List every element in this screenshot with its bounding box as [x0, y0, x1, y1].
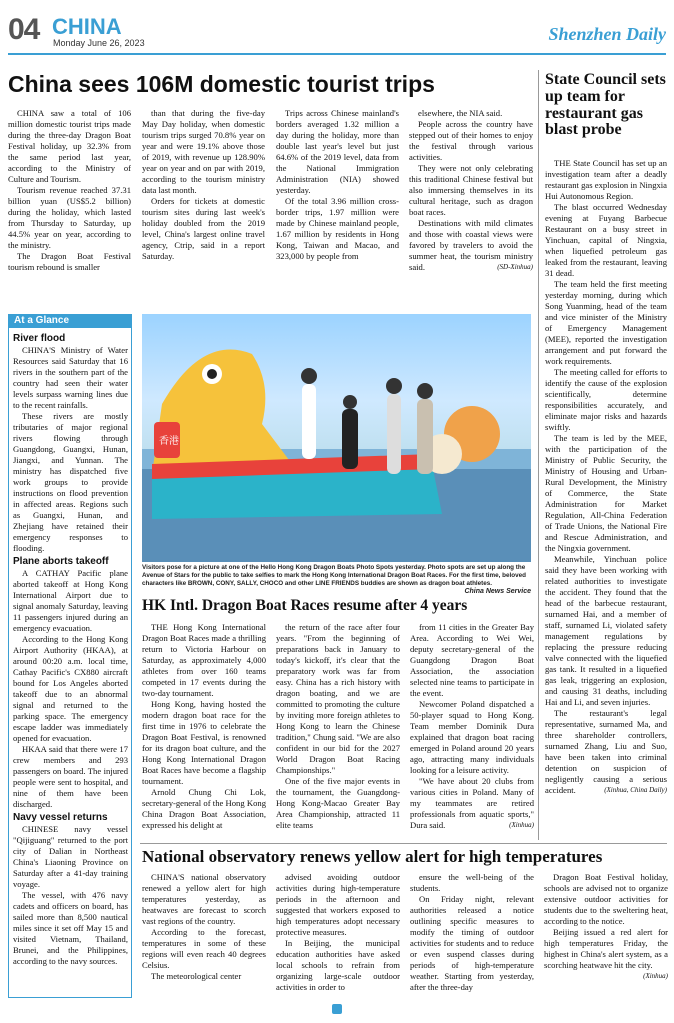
paragraph: In Beijing, the municipal education authorities have asked local schools to refrain from organizing large-scale outdoor activities in order to — [276, 938, 400, 992]
heat-headline: National observatory renews yellow alert for high temperatures — [142, 847, 603, 866]
photo-credit: China News Service — [464, 588, 531, 595]
section-name: CHINA — [52, 14, 122, 39]
paragraph: advised avoiding outdoor activities during high-temperature periods in the afternoon and suggested that workers exposed to high temperatures adopt necessary protective measures. — [276, 872, 400, 937]
main-col-2 — [142, 108, 265, 308]
story-credit: (Xinhua) — [509, 821, 534, 829]
heat-col-4 — [544, 872, 668, 998]
paragraph: Arnold Chung Chi Lok, secretary-general of the Hong Kong China Dragon Boat Association, expressed his delight at — [142, 787, 266, 830]
races-col-2 — [276, 622, 400, 840]
paragraph: The blast occurred Wednesday evening at Fuyang Barbecue Restaurant on a busy street in Yinchuan, capital of Ningxia, when liquefied petroleum gas leaked from the restaurant, leaving 31 dead. — [545, 202, 667, 278]
paragraph: The team held the first meeting yesterday morning, during which Song Yuanming, head of the team and vice minister of the Ministry of Emergency Management (MEE), reported the investigation arrangement and put forward the work requirements. — [545, 279, 667, 366]
paragraph: The team is led by the MEE, with the participation of the Ministry of Public Security, the Ministry of Housing and Urban-Rural Development, the Ministry of Commerce, the State Administration for Market Regulation, All-China Federation of Trade Unions, the National Fire and Rescue Administration, and the Ningxia government. — [545, 433, 667, 553]
paragraph: Dragon Boat Festival holiday, schools are advised not to organize extensive outdoor activities for students due to the sweltering heat, according to the notice. — [544, 872, 668, 926]
main-col-4 — [409, 108, 533, 308]
story-credit: (Xinhua, China Daily) — [604, 786, 667, 794]
side-story-body — [545, 158, 667, 840]
glance-body — [13, 331, 128, 996]
main-col-1 — [8, 108, 131, 308]
paragraph: A CATHAY Pacific plane aborted takeoff at Hong Kong International Airport due to signal anomaly Saturday, leaving 11 passengers injured during an emergency evacuation. — [13, 568, 128, 633]
paragraph: from 11 cities in the Greater Bay Area. According to Wei Wei, deputy secretary-general of the Guangdong Dragon Boat Association, the association selected nine teams to participate in the event. — [410, 622, 534, 698]
glance-item-head: Navy vessel returns — [13, 812, 108, 823]
caption-text: Visitors pose for a picture at one of the Hello Hong Kong Dragon Boats Photo Spots yesterday. Photo spots are set up along the Avenue of Stars for the public to take selfies to mark the Hong Kong International Dragon Boat Races. For the first time, beloved characters like BROWN, CONY, SALLY, CHOCO and other LINE FRIENDS buddies are shown as dragon boat athletes. — [142, 564, 526, 587]
paragraph: According to the Hong Kong Airport Authority (HKAA), at around 00:20 a.m. local time, Cathay Pacific's CX880 aircraft bound for Los Angeles aborted takeoff due to an abnormal signal and returned to the parking space. The emergency escape ladder was immediately opened for evacuation. — [13, 634, 128, 743]
paragraph: THE Hong Kong International Dragon Boat Races made a thrilling return to Victoria Harbour on Saturday, as approximately 4,000 athletes from over 160 teams competed in 17 events during the two-day tournament. — [142, 622, 266, 698]
section-rule — [140, 843, 667, 844]
main-col-3 — [276, 108, 399, 308]
races-headline: HK Intl. Dragon Boat Races resume after 4 years — [142, 597, 468, 614]
paragraph: Meanwhile, Yinchuan police said they have been working with related authorities to investigate the accident. They found that the head of the barbecue restaurant, surnamed Hai, and a member of staff, surnamed Li, violated safety management regulations by replacing the pressure reducing valve connected with the liquefied gas tank. It resulted in a liquefied gas leak, triggering an explosion, and causing 31 deaths, including Hai and Li, and seven injuries. — [545, 554, 667, 707]
paragraph: CHINA'S Ministry of Water Resources said Saturday that 16 rivers in the southern part of the country had seen their water levels surpass warning lines due to the recent rainfalls. — [13, 345, 128, 410]
sign-text: 香港 — [159, 436, 179, 447]
heat-col-3 — [410, 872, 534, 998]
paragraph: Orders for tickets at domestic tourism sites during last week's holiday doubled from the 2019 level, China's largest online travel agency, Ctrip, said in a report Saturday. — [142, 196, 265, 261]
photo-caption — [142, 564, 531, 596]
paragraph: They were not only celebrating this traditional Chinese festival but also immersing themselves in its cultural heritage, such as dragon boat races. — [409, 163, 533, 217]
heat-col-2 — [276, 872, 400, 998]
glance-item-head: River flood — [13, 333, 66, 344]
paragraph: Trips across Chinese mainland's borders averaged 1.32 million a day during the holiday, more than double last year's level but just 64.6% of the 2019 level, data from the National Immigration Administration (NIA) showed yesterday. — [276, 108, 399, 195]
paragraph: On Friday night, relevant authorities released a notice outlining specific measures to modify the timing of outdoor activities for students and to reduce or even suspend classes during periods of high-temperature weather. Starting from yesterday, after the three-day — [410, 894, 534, 992]
column-divider — [538, 70, 539, 840]
paragraph: Destinations with mild climates and those with coastal views were favored by travelers to avoid the summer heat, the tourism ministry said. (SD-Xinhua) — [409, 218, 533, 272]
paragraph: CHINESE navy vessel "Qijiguang" returned to the port city of Dalian in Northeast China's Liaoning Province on Saturday after a 41-day training voyage. — [13, 824, 128, 889]
header-rule — [8, 53, 666, 55]
paragraph: HKAA said that there were 17 crew members and 293 passengers on board. The injured people were sent to hospital, and nine of them have been discharged. — [13, 744, 128, 809]
footer-marker — [332, 1004, 342, 1014]
page-number: 04 — [8, 13, 40, 46]
paragraph: According to the forecast, temperatures in some of these regions will even reach 40 degrees Celsius. — [142, 927, 266, 970]
paragraph: CHINA'S national observatory renewed a yellow alert for high temperatures yesterday, as heatwaves are forecast to scorch vast regions of the country. — [142, 872, 266, 926]
paragraph: Tourism revenue reached 37.31 billion yuan (US$5.2 billion) during the holiday, which lasted from Thursday to Saturday, up 44.5% year on year, according to the ministry. — [8, 185, 131, 250]
paragraph: One of the five major events in the tournament, the Guangdong-Hong Kong-Macao Greater Bay Area Championship, attracted 11 elite teams — [276, 776, 400, 830]
issue-date: Monday June 26, 2023 — [53, 38, 145, 48]
paragraph: The vessel, with 476 navy cadets and officers on board, has sailed more than 8,500 nautical miles since it set off May 15 and visited Vietnam, Thailand, Brunei, and the Philippines, according to the navy sources. — [13, 890, 128, 966]
newspaper-name: Shenzhen Daily — [548, 24, 666, 44]
races-col-3 — [410, 622, 534, 840]
paragraph: People across the country have stepped out of their homes to enjoy the festival through various activities. — [409, 119, 533, 162]
paragraph: elsewhere, the NIA said. — [418, 108, 503, 118]
paragraph: Of the total 3.96 million cross-border trips, 1.97 million were made by Chinese mainland people, 1.67 million by residents in Hong Kong, Taiwan and Macao, and 323,000 by people from — [276, 196, 399, 261]
paragraph: The restaurant's legal representative, surnamed Ma, and three shareholder controllers, surnamed Zhang, Liu and Suo, have been taken into criminal detention on suspicion of negligently causing a serious accident. (Xinhua, China Daily) — [545, 708, 667, 795]
paragraph: THE State Council has set up an investigation team after a deadly restaurant gas explosion in Ningxia Hui Autonomous Region. — [545, 158, 667, 201]
paragraph: the return of the race after four years. "From the beginning of preparations back in January to today's kickoff, it's clear that the preparatory work was far from easy. China has a rich history with dragon boating, and we are committed to promoting the culture by inviting more foreign athletes to Hong Kong to learn the Chinese tradition," Chung said. "We are also confident in our bid for the 2027 World Dragon Boat Racing Championships." — [276, 622, 400, 775]
glance-title: At a Glance — [8, 314, 132, 328]
paragraph: These rivers are mostly tributaries of major regional rivers flowing through Guangdong, Guangxi, Hunan, Jiangxi, and Yunnan. The ministry has dispatched five work groups to provide instructions on flood prevention in affected areas. Regions such as Guangxi, Hunan, and Zhejiang have retained their emergency responses to flooding. — [13, 411, 128, 553]
paragraph: Hong Kong, having hosted the modern dragon boat race for the first time in 1976 to celebrate the Dragon Boat Festival, is renowned for its dragon boat culture, and the Hong Kong International Dragon Boat Races have become a flagship tournament. — [142, 699, 266, 786]
paragraph: The Dragon Boat Festival tourism rebound is smaller — [8, 251, 131, 272]
main-headline: China sees 106M domestic tourist trips — [8, 71, 435, 97]
heat-col-1 — [142, 872, 266, 998]
side-headline: State Council sets up team for restaurant gas blast probe — [545, 71, 666, 139]
paragraph: CHINA saw a total of 106 million domestic tourist trips made during the three-day Dragon Boat Festival holiday, up 32.3% from the same period last year, according to the Ministry of Culture and Tourism. — [8, 108, 131, 184]
paragraph: The meeting called for efforts to identify the cause of the explosion scientifically, determine responsibilities accurately, and eliminate major risks and hazards swiftly. — [545, 367, 667, 432]
story-credit: (SD-Xinhua) — [497, 263, 533, 271]
paragraph: ensure the well-being of the students. — [410, 872, 534, 893]
dragon-boat-photo — [142, 314, 531, 562]
paragraph: The meteorological center — [151, 971, 242, 981]
races-col-1 — [142, 622, 266, 840]
paragraph: Beijing issued a red alert for high temperatures Friday, the highest in China's alert system, as a scorching heatwave hit the city. (Xinhua) — [544, 927, 668, 980]
paragraph: Newcomer Poland dispatched a 50-player squad to Hong Kong. Team member Dominik Dura explained that dragon boat racing emerged in Poland around 20 years ago, attracting many individuals looking for a leisure activity. — [410, 699, 534, 775]
story-credit: (Xinhua) — [643, 972, 668, 980]
photo-illustration — [142, 314, 531, 562]
glance-item-head: Plane aborts takeoff — [13, 556, 109, 567]
paragraph: than that during the five-day May Day holiday, when domestic tourism trips surged 70.8% year on year and were 19.1% above those of 2019, with revenue up 128.90% year on year and on par with 2019, according to the tourism ministry data last month. — [142, 108, 265, 195]
paragraph: "We have about 20 clubs from various cities in Poland. Many of my teammates are retired professionals from aquatic sports," Dura said. (Xinhua) — [410, 776, 534, 830]
